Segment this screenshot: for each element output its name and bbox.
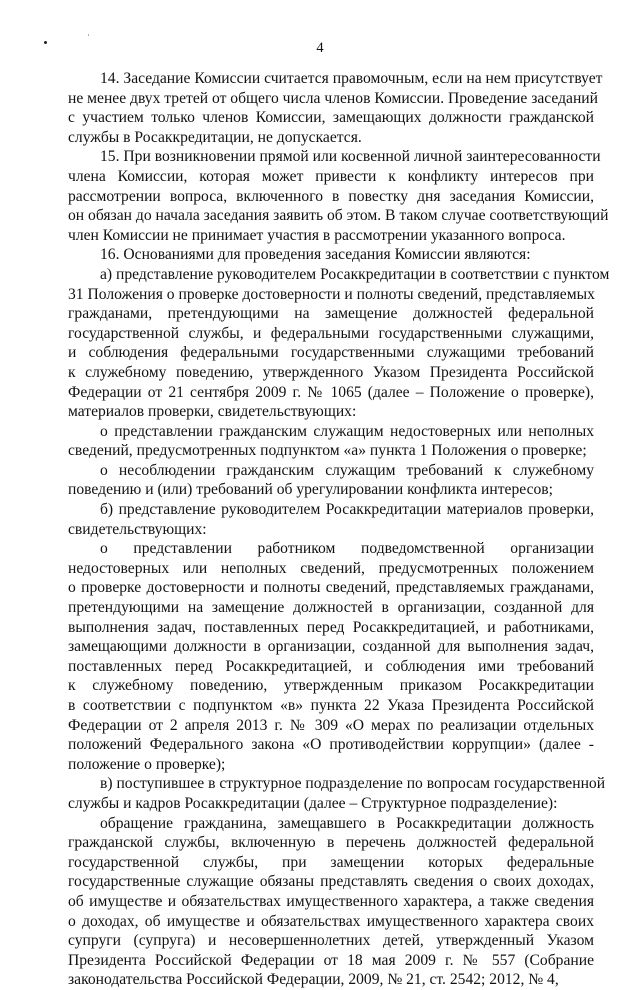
text-line: член Комиссии не принимает участия в рассмотрении указанного вопроса.	[68, 226, 566, 244]
text-line: о представлении гражданским служащим недостоверных или неполных	[100, 422, 594, 440]
text-line: рассмотрении вопроса, включенного в повестку дня заседания Комиссии,	[68, 187, 594, 205]
text-line: Президента Российской Федерации от 18 мая 2009 г. № 557 (Собрание	[68, 951, 594, 969]
paragraph-p16v1	[68, 814, 594, 990]
text-line: государственной службы, и федеральными государственными служащими,	[68, 324, 594, 342]
text-line: к служебному поведению, утвержденным приказом Росаккредитации	[68, 677, 594, 695]
paragraph-p14	[68, 69, 603, 147]
text-line: положение о проверке);	[68, 755, 226, 773]
text-line: государственные служащие обязаны представлять сведения о своих доходах,	[68, 873, 594, 891]
text-line: 16. Основаниями для проведения заседания Комиссии являются:	[100, 246, 531, 264]
text-line: сведений, предусмотренных подпунктом «а» пункта 1 Положения о проверке;	[68, 442, 587, 460]
text-line: законодательства Российской Федерации, 2009, № 21, ст. 2542; 2012, № 4,	[68, 971, 559, 989]
text-line: свидетельствующих:	[68, 520, 207, 538]
text-line: гражданами, претендующими на замещение должностей федеральной	[68, 305, 594, 323]
text-line: поставленных перед Росаккредитацией, и соблюдения ими требований	[68, 657, 594, 675]
text-line: члена Комиссии, которая может привести к конфликту интересов при	[68, 167, 594, 185]
paragraph-p16a	[68, 265, 610, 422]
text-line: о проверке достоверности и полноты сведений, представляемых гражданами,	[68, 579, 594, 597]
paragraph-p16	[68, 245, 594, 265]
text-line: положений Федерального закона «О противодействии коррупции» (далее -	[68, 736, 594, 754]
text-line: замещающими должности в организации, созданной для выполнения задач,	[68, 638, 594, 656]
text-line: об имуществе и обязательствах имущественного характера, а также сведения	[68, 892, 594, 910]
text-line: 31 Положения о проверке достоверности и полноты сведений, представляемых	[68, 285, 595, 303]
paragraph-p16v	[68, 774, 606, 813]
text-line: о доходах, об имуществе и обязательствах имущественного характера своих	[68, 912, 594, 930]
text-line: службы в Росаккредитации, не допускается.	[68, 128, 362, 146]
text-line: о представлении работником подведомственной организации	[100, 540, 594, 558]
text-line: и соблюдения федеральными государственными служащими требований	[68, 344, 594, 362]
paragraph-p15	[68, 147, 609, 245]
text-line: материалов проверки, свидетельствующих:	[68, 403, 357, 421]
text-line: обращение гражданина, замещавшего в Росаккредитации должность	[100, 814, 594, 832]
paragraph-p16b1	[68, 539, 594, 774]
text-line: супруги (супруга) и несовершеннолетних детей, утвержденный Указом	[68, 932, 594, 950]
text-line: Федерации от 21 сентября 2009 г. № 1065 (далее – Положение о проверке),	[68, 383, 594, 401]
text-line: Федерации от 2 апреля 2013 г. № 309 «О мерах по реализации отдельных	[68, 716, 594, 734]
text-line: претендующими на замещение должностей в организации, созданной для	[68, 599, 594, 617]
text-line: б) представление руководителем Росаккредитации материалов проверки,	[100, 501, 594, 519]
paragraph-p16a1	[68, 422, 594, 461]
page-number: 4	[316, 40, 324, 56]
paragraph-p16a2	[68, 461, 594, 500]
text-line: недостоверных или неполных сведений, предусмотренных положением	[68, 559, 594, 577]
document-body	[68, 69, 610, 990]
text-line: а) представление руководителем Росаккредитации в соответствии с пунктом	[100, 265, 610, 283]
text-line: поведению и (или) требований об урегулировании конфликта интересов;	[68, 481, 553, 499]
text-line: в соответствии с подпунктом «в» пункта 22 Указа Президента Российской	[68, 697, 594, 714]
text-line: о несоблюдении гражданским служащим требований к служебному	[100, 461, 594, 479]
text-line: он обязан до начала заседания заявить об этом. В таком случае соответствующий	[68, 207, 609, 225]
text-line: государственной службы, при замещении которых федеральные	[68, 853, 594, 871]
paragraph-p16b	[68, 500, 594, 539]
text-line: не менее двух третей от общего числа членов Комиссии. Проведение заседаний	[68, 89, 598, 107]
text-line: службы и кадров Росаккредитации (далее – Структурное подразделение):	[68, 794, 558, 812]
scan-speck	[88, 34, 89, 36]
text-line: 15. При возникновении прямой или косвенной личной заинтересованности	[100, 148, 601, 166]
text-line: гражданской службы, включенную в перечень должностей федеральной	[68, 834, 594, 852]
text-line: с участием только членов Комиссии, замещающих должности гражданской	[68, 109, 594, 127]
text-line: 14. Заседание Комиссии считается правомочным, если на нем присутствует	[100, 70, 603, 87]
text-line: к служебному поведению, утвержденного Указом Президента Российской	[68, 363, 594, 381]
text-line: выполнения задач, поставленных перед Росаккредитацией, и работниками,	[68, 618, 594, 636]
text-line: в) поступившее в структурное подразделение по вопросам государственной	[100, 775, 606, 793]
